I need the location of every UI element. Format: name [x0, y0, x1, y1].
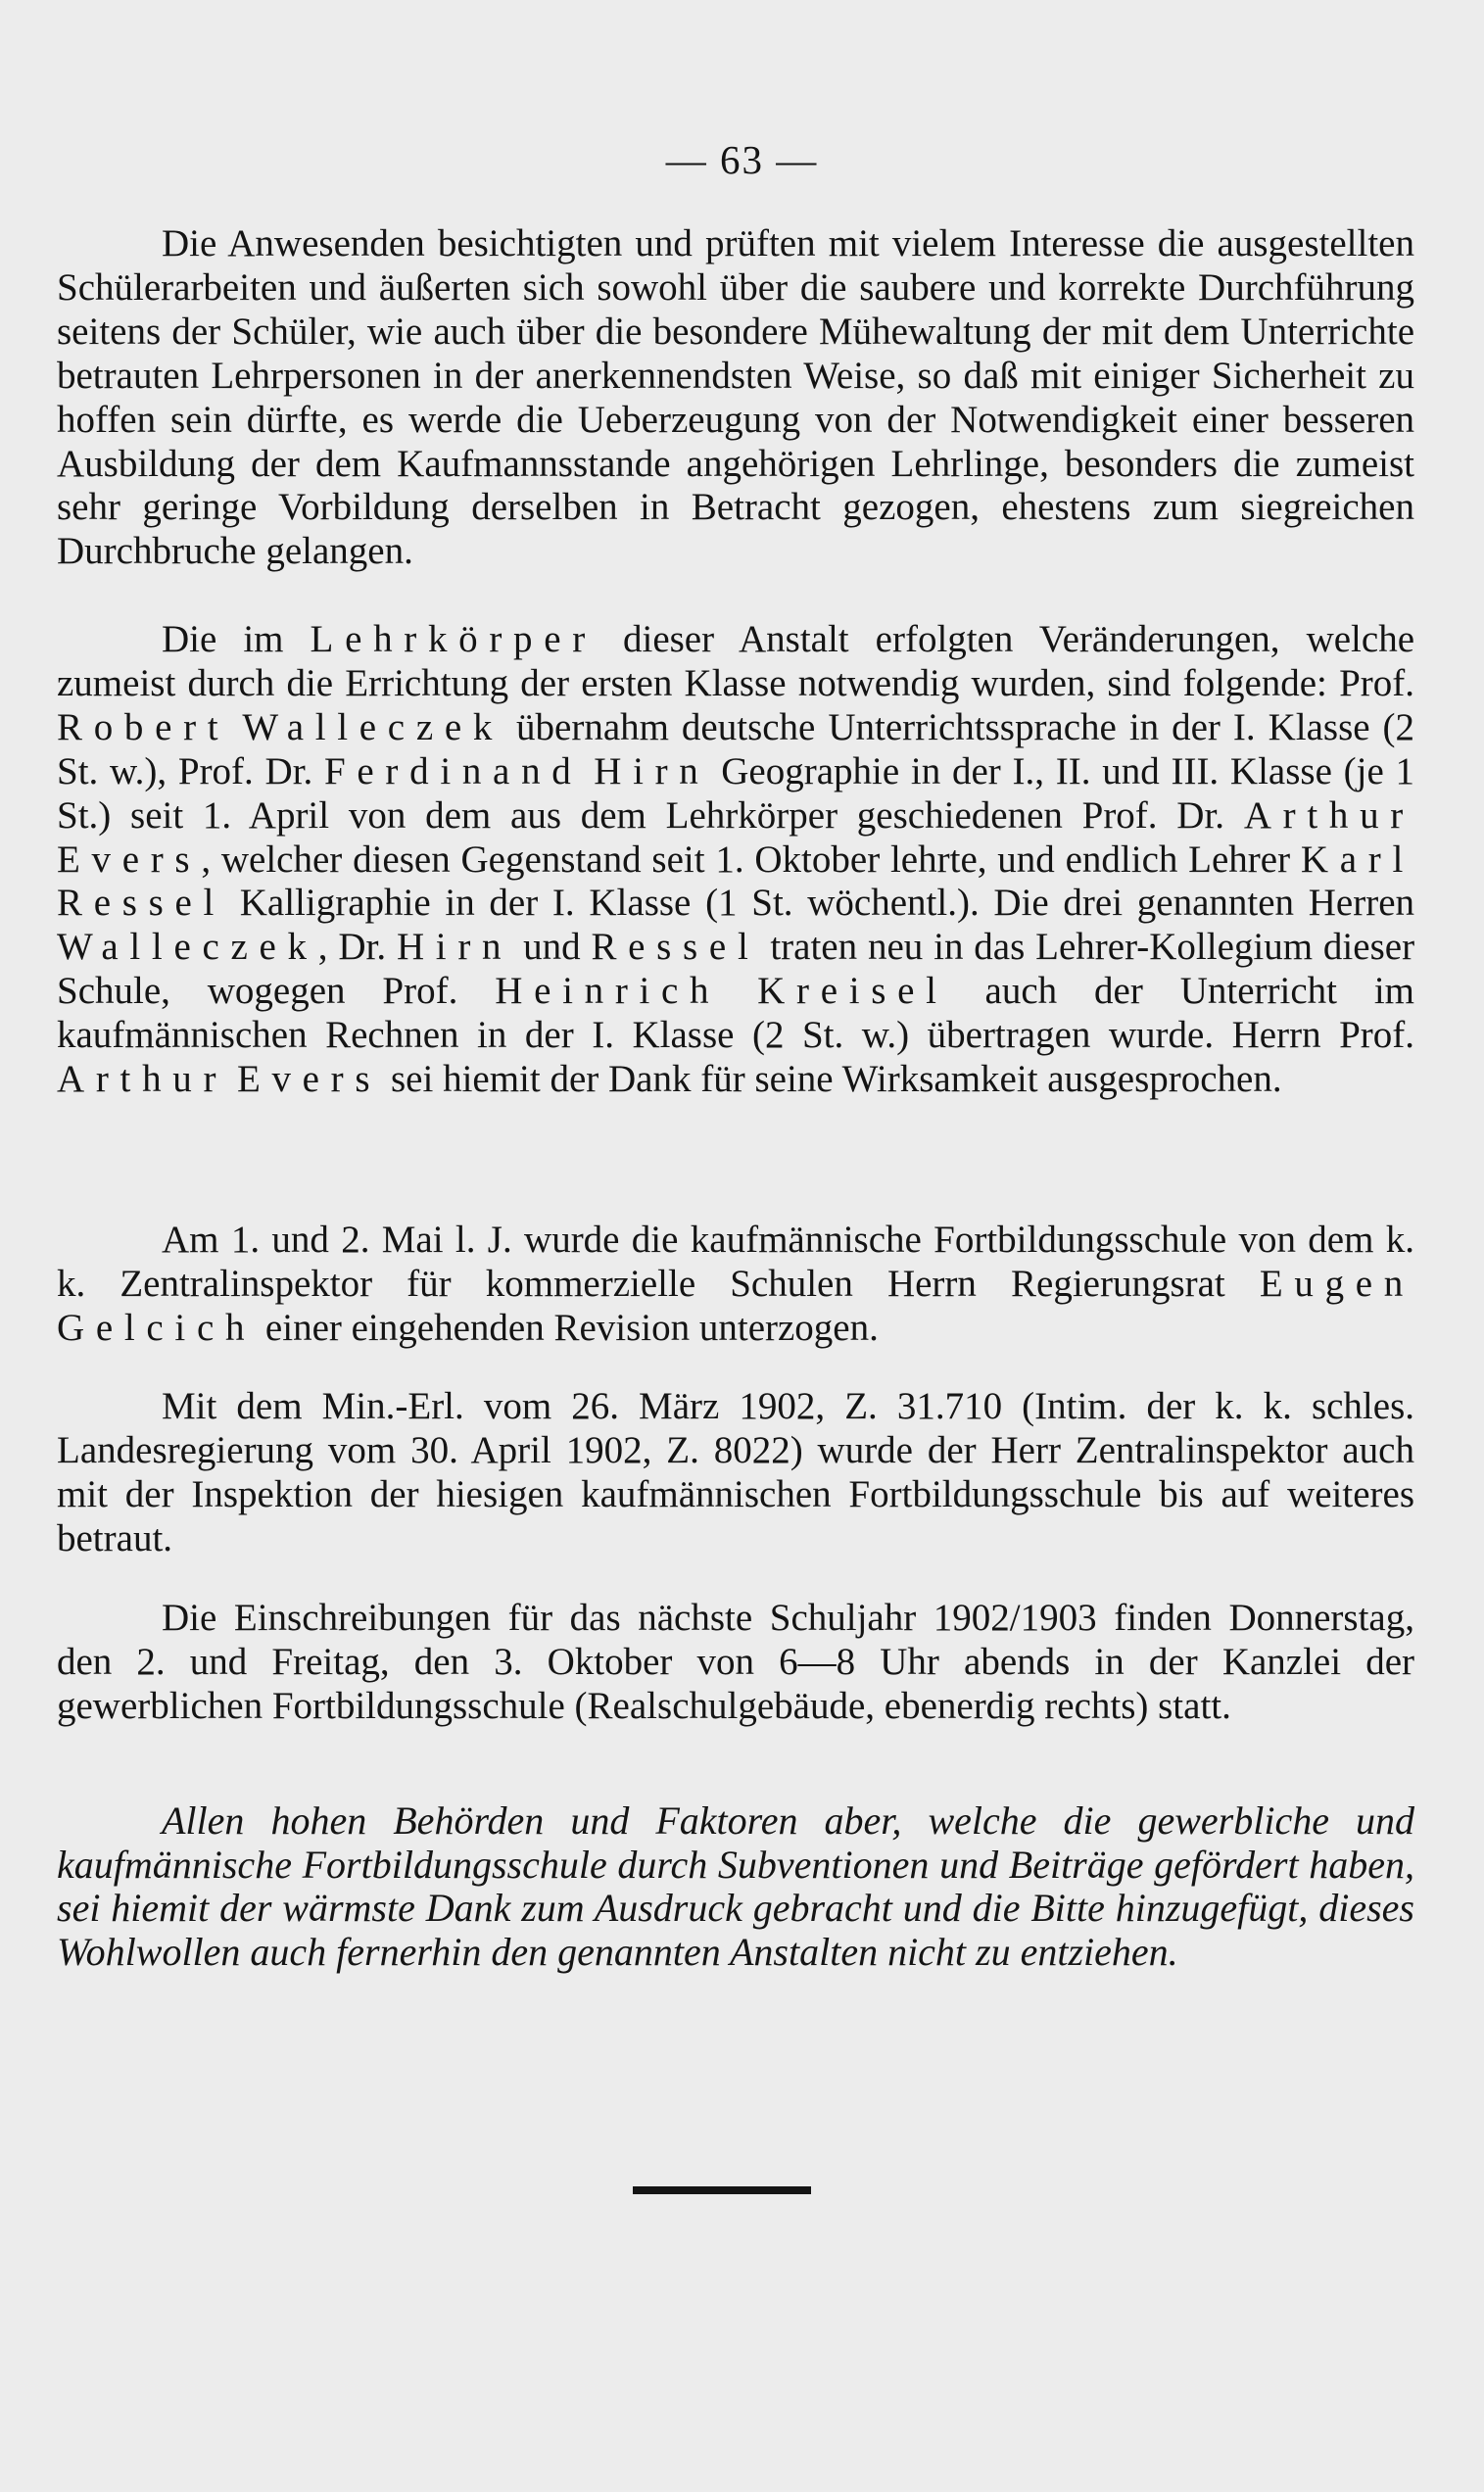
spaced-name: Karl — [1300, 838, 1414, 881]
spaced-name: Ressel — [57, 882, 226, 925]
paragraph-acknowledgement — [57, 1799, 1414, 1974]
spaced-name: Walleczek — [242, 705, 504, 748]
paragraph-inspection-decree — [57, 1385, 1414, 1561]
spaced-name: Ferdinand — [324, 749, 583, 792]
paragraph-visitors-impression — [57, 222, 1414, 574]
paragraph-text: Mit dem Min.-Erl. vom 26. März 1902, Z. 31.710 (Intim. der k. k. schles. Landesregierung vom 30. April 1902, Z. 8022) wurde der Herr Zentralinspektor auch mit der Inspektion der hiesigen kaufmännischen Fortbildungsschule bis auf weiteres betraut. — [57, 1385, 1414, 1559]
spaced-name: Heinrich — [495, 970, 721, 1013]
page-number: — 63 — — [665, 137, 819, 182]
paragraph-text: Die Einschreibungen für das nächste Schuljahr 1902/1903 finden Donnerstag, den 2. und Freitag, den 3. Oktober von 6—8 Uhr abends in der Kanzlei der gewerblichen Fortbildungsschule (Realschulgebäude, ebenerdig rechts) statt. — [57, 1597, 1414, 1727]
spaced-name: Walleczek — [57, 926, 318, 969]
paragraph-enrollment — [57, 1597, 1414, 1729]
paragraph-revision — [57, 1219, 1414, 1351]
spaced-name: Ressel — [591, 926, 760, 969]
spaced-name: Eugen — [1259, 1262, 1414, 1305]
spaced-name: Kreisel — [757, 970, 948, 1013]
paragraph-text: Die Anwesenden besichtigten und prüften mit vielem Interesse die ausgestellten Schülerarbeiten und äußerten sich sowohl über die saubere und korrekte Durchführung seitens der Schüler, wie auch über die besondere Mühewaltung der mit dem Unterrichte betrauten Lehrpersonen in der anerkennendsten Weise, so daß mit einiger Sicherheit zu hoffen sein dürfte, es werde die Ueberzeugung von der Notwendigkeit einer besseren Ausbildung der dem Kaufmannsstande angehörigen Lehrlinge, besonders die zumeist sehr geringe Vorbildung derselben in Betracht gezogen, ehestens zum siegreichen Durchbruche gelangen. — [57, 222, 1414, 573]
paragraph-staff-changes — [57, 618, 1414, 1102]
paragraph-text: Die im Lehrkörper dieser Anstalt erfolgten Veränderungen, welche zumeist durch die Errichtung der ersten Klasse notwendig wurden, sind folgende: Prof. Robert Walleczek übernahm deutsche Unterrichtssprache in der I. Klasse (2 St. w.), Prof. Dr. Ferdinand Hirn Geographie in der I., II. und III. Klasse (je 1 St.) seit 1. April von dem aus dem Lehrkörper geschiedenen Prof. Dr. Arthur Evers, welcher diesen Gegenstand seit 1. Oktober lehrte, und endlich Lehrer Karl Ressel Kalligraphie in der I. Klasse (1 St. wöchentl.). Die drei genannten Herren Walleczek, Dr. Hirn und Ressel traten neu in das Lehrer-Kollegium dieser Schule, wogegen Prof. Heinrich Kreisel auch der Unterricht im kaufmännischen Rechnen in der I. Klasse (2 St. w.) übertragen wurde. Herrn Prof. Arthur Evers sei hiemit der Dank für seine Wirksamkeit ausgesprochen. — [57, 618, 1415, 1101]
spaced-name: Lehrkörper — [310, 618, 597, 660]
spaced-name: Evers — [57, 838, 202, 881]
spaced-name: Arthur — [57, 1058, 228, 1101]
paragraph-text: Allen hohen Behörden und Faktoren aber, welche die gewerbliche und kaufmännische Fortbildungsschule durch Subventionen und Beiträge gefördert haben, sei hiemit der wärmste Dank zum Ausdruck gebracht und die Bitte hinzugefügt, dieses Wohlwollen auch fernerhin den genannten Anstalten nicht zu entziehen. — [57, 1798, 1414, 1974]
spaced-name: Gelcich — [57, 1306, 257, 1349]
spaced-name: Evers — [236, 1058, 382, 1101]
spaced-name: Hirn — [594, 749, 710, 792]
spaced-name: Hirn — [396, 926, 513, 969]
spaced-name: Robert — [57, 705, 230, 748]
closing-rule — [633, 2186, 811, 2194]
spaced-name: Arthur — [1243, 793, 1414, 837]
paragraph-text: Am 1. und 2. Mai l. J. wurde die kaufmännische Fortbildungsschule von dem k. k. Zentralinspektor für kommerzielle Schulen Herrn Regierungsrat Eugen Gelcich einer eingehenden Revision unterzogen. — [57, 1219, 1414, 1349]
